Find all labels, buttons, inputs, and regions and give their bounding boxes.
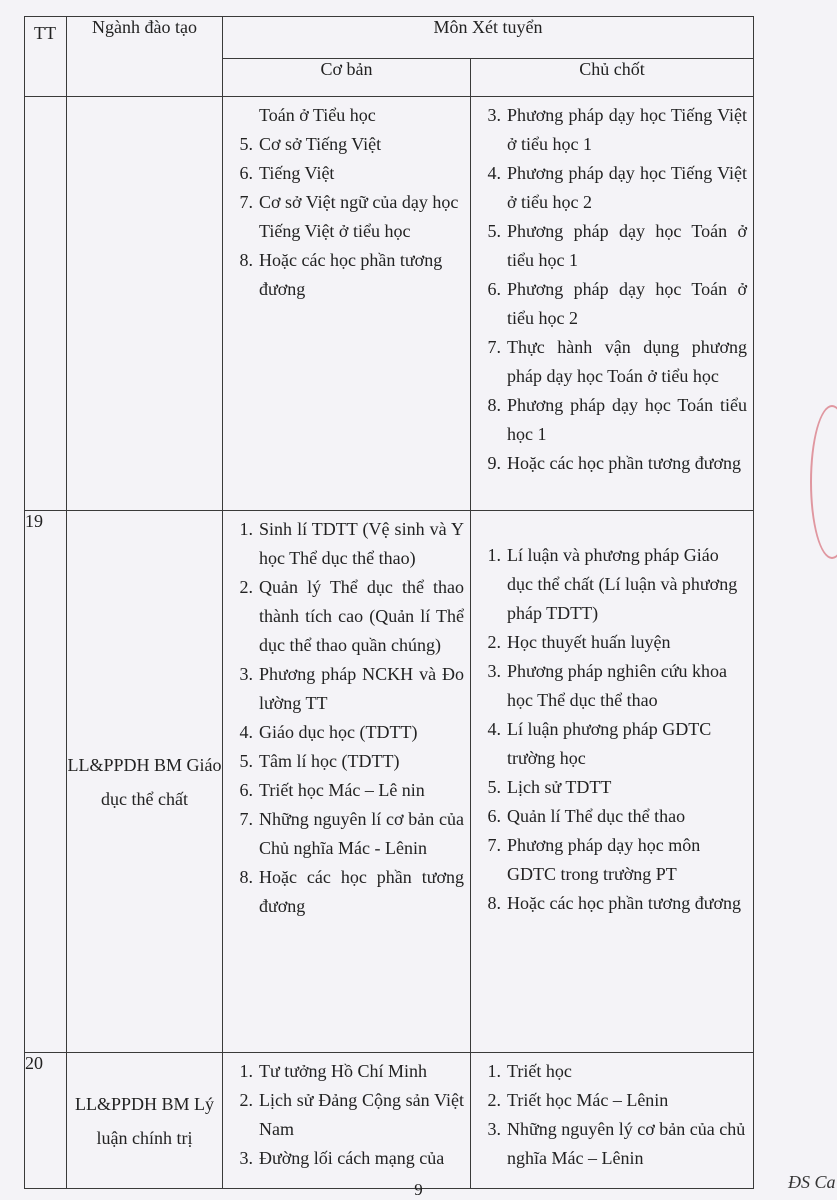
list-item: 7. Phương pháp dạy học môn GDTC trong trường PT — [487, 835, 701, 884]
header-major: Ngành đào tạo — [67, 17, 223, 97]
list-item: 6. Quản lí Thể dục thể thao — [487, 806, 686, 826]
list-item: 6. Phương pháp dạy học Toán ở tiểu học 2 — [487, 279, 748, 328]
list-item: 1. Sinh lí TDTT (Vệ sinh và Y học Thể dục thể thao) — [239, 519, 464, 568]
list-item: 8. Hoặc các học phần tương đương — [239, 250, 443, 299]
table-row — [25, 1053, 754, 1189]
list-item: 1. Triết học — [487, 1061, 572, 1081]
list-item: 2. Học thuyết huấn luyện — [487, 632, 671, 652]
list-item: 1. Tư tưởng Hồ Chí Minh — [239, 1061, 428, 1081]
row-major: LL&PPDH BM Giáo dục thể chất — [67, 511, 223, 1053]
header-subjects: Môn Xét tuyển — [223, 17, 754, 59]
row-tt — [25, 97, 67, 511]
list-item: 8. Hoặc các học phần tương đương — [487, 893, 741, 913]
list-item: 3. Phương pháp dạy học Tiếng Việt ở tiểu học 1 — [487, 105, 748, 154]
basic-subjects-cell — [223, 97, 471, 511]
list-item: 3. Phương pháp NCKH và Đo lường TT — [239, 664, 464, 713]
list-item: 1. Lí luận và phương pháp Giáo dục thể chất (Lí luận và phương pháp TDTT) — [487, 545, 738, 623]
header-basic: Cơ bản — [223, 59, 471, 97]
key-subjects-cell — [471, 97, 754, 511]
list-item: 4. Lí luận phương pháp GDTC trường học — [487, 719, 712, 768]
handwritten-signature: ĐS Ca — [788, 1172, 836, 1192]
list-item: 5. Lịch sử TDTT — [487, 777, 612, 797]
key-subjects-cell — [471, 511, 754, 1053]
list-item: 2. Triết học Mác – Lênin — [487, 1090, 669, 1110]
basic-subjects-cell — [223, 511, 471, 1053]
list-item: 6. Triết học Mác – Lê nin — [239, 780, 425, 800]
row-tt: 20 — [25, 1053, 67, 1189]
list-item: 6. Tiếng Việt — [239, 163, 335, 183]
header-key: Chủ chốt — [471, 59, 754, 97]
list-item: 9. Hoặc các học phần tương đương — [487, 453, 741, 473]
list-item: 8. Phương pháp dạy học Toán tiểu học 1 — [487, 395, 748, 444]
page-number: 9 — [414, 1180, 423, 1199]
list-item: Toán ở Tiểu học — [259, 105, 376, 125]
row-tt: 19 — [25, 511, 67, 1053]
list-item: 5. Cơ sở Tiếng Việt — [239, 134, 382, 154]
list-item: 3. Những nguyên lý cơ bản của chủ nghĩa Mác – Lênin — [487, 1119, 746, 1168]
list-item: 8. Hoặc các học phần tương đương — [239, 867, 464, 916]
list-item: 5. Phương pháp dạy học Toán ở tiểu học 1 — [487, 221, 748, 270]
list-item: 2. Quản lý Thể dục thể thao thành tích cao (Quản lí Thể dục thể thao quần chúng) — [239, 577, 464, 655]
list-item: 5. Tâm lí học (TDTT) — [239, 751, 400, 771]
list-item: 3. Đường lối cách mạng của — [239, 1148, 445, 1168]
table-row — [25, 511, 754, 1053]
header-tt: TT — [25, 17, 67, 97]
list-item: 7. Cơ sở Việt ngữ của dạy học Tiếng Việt ở tiểu học — [239, 192, 459, 241]
row-major: LL&PPDH BM Lý luận chính trị — [67, 1053, 223, 1189]
row-major — [67, 97, 223, 511]
list-item: 3. Phương pháp nghiên cứu khoa học Thể dục thể thao — [487, 661, 727, 710]
admission-subjects-table — [24, 16, 754, 1189]
basic-subjects-cell — [223, 1053, 471, 1189]
list-item: 4. Giáo dục học (TDTT) — [239, 722, 418, 742]
table-row — [25, 97, 754, 511]
key-subjects-cell — [471, 1053, 754, 1189]
red-seal-stamp — [810, 405, 837, 559]
list-item: 4. Phương pháp dạy học Tiếng Việt ở tiểu học 2 — [487, 163, 748, 212]
list-item: 7. Những nguyên lí cơ bản của Chủ nghĩa Mác - Lênin — [239, 809, 464, 858]
list-item: 2. Lịch sử Đảng Cộng sản Việt Nam — [239, 1090, 464, 1139]
list-item: 7. Thực hành vận dụng phương pháp dạy học Toán ở tiểu học — [487, 337, 748, 386]
